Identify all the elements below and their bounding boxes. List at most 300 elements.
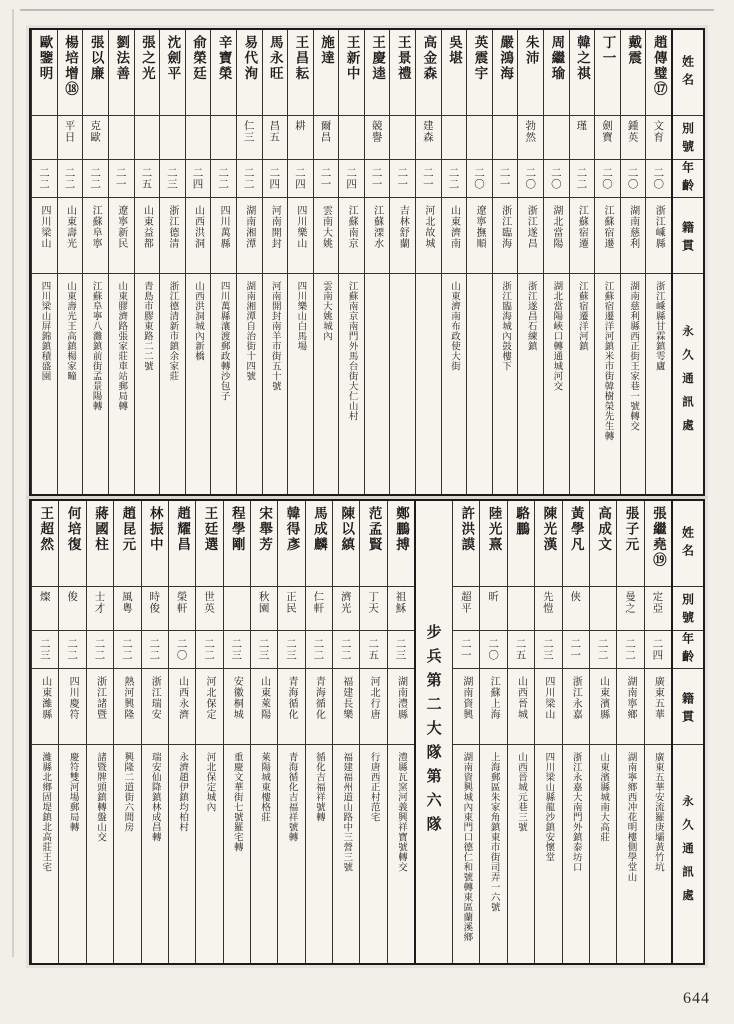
- person-age: [114, 631, 140, 669]
- person-age: [645, 631, 671, 669]
- person-name: [544, 30, 569, 116]
- person-name: [570, 30, 595, 116]
- person-name-text: 黃學凡: [567, 506, 584, 553]
- person-alias-text: 丁天: [367, 591, 380, 614]
- person-addr: [508, 745, 534, 963]
- person-age: [109, 160, 134, 198]
- person-age-text: 二二: [339, 638, 352, 661]
- person-age-text: 二三: [38, 638, 51, 661]
- person-name: [535, 501, 561, 587]
- person-addr-text: 浙江嵊縣甘霖鎮雩廬: [653, 281, 665, 371]
- person-addr: [645, 745, 671, 963]
- person-origin: [32, 198, 57, 274]
- person-origin-text: 安徽桐城: [231, 676, 243, 720]
- person-column: [277, 501, 304, 963]
- person-origin-text: 雲南大姚: [320, 205, 332, 249]
- person-name-text: 歐鑒明: [36, 35, 53, 82]
- person-addr: [453, 745, 479, 963]
- person-name-text: 高成文: [595, 506, 612, 553]
- person-column: [159, 30, 185, 494]
- person-origin-text: 湖北當陽: [550, 205, 562, 249]
- person-column: [108, 30, 134, 494]
- person-origin: [109, 198, 134, 274]
- person-age-text: 二〇: [626, 167, 639, 190]
- person-alias-text: 仁軒: [312, 591, 325, 614]
- person-addr-text: 河南開封南羊市街五十號: [269, 281, 281, 391]
- person-origin-text: 江蘇溧水: [371, 205, 383, 249]
- person-addr: [87, 745, 113, 963]
- person-column: [569, 30, 595, 494]
- person-origin: [570, 198, 595, 274]
- header-label-alias: 別號: [680, 121, 695, 158]
- person-column: [492, 30, 518, 494]
- person-column: [441, 30, 467, 494]
- person-alias: [570, 116, 595, 160]
- person-origin: [160, 198, 185, 274]
- person-age-text: 二二: [37, 167, 50, 190]
- person-addr: [467, 274, 492, 494]
- person-name-text: 趙傳璧⑰: [650, 35, 667, 97]
- person-column: [313, 30, 339, 494]
- person-alias-text: 祖穌: [394, 591, 407, 614]
- person-age: [251, 631, 277, 669]
- person-origin-text: 熱河興隆: [121, 676, 133, 720]
- person-addr: [518, 274, 543, 494]
- person-origin-text: 山東濟南: [448, 205, 460, 249]
- person-addr: [278, 745, 304, 963]
- header-cell-origin: [673, 669, 703, 745]
- person-alias: [493, 116, 518, 160]
- person-name: [169, 501, 195, 587]
- person-name-text: 何培復: [64, 506, 81, 553]
- person-age: [59, 631, 85, 669]
- person-column: [210, 30, 236, 494]
- person-origin-text: 四川樂山: [294, 205, 306, 249]
- scan-artifact-left-line: [12, 9, 14, 957]
- person-alias-text: 士才: [93, 591, 106, 614]
- person-addr-text: 湖南資興城內東門口德仁和號轉東區蘭溪鄉: [461, 752, 473, 942]
- person-age: [83, 160, 108, 198]
- person-age-text: 二五: [514, 638, 527, 661]
- person-alias: [58, 116, 83, 160]
- person-name: [388, 501, 414, 587]
- person-origin: [186, 198, 211, 274]
- person-alias: [32, 587, 58, 631]
- person-origin-text: 遼寧新民: [115, 205, 127, 249]
- person-name: [135, 30, 160, 116]
- person-alias-text: 鍾英: [626, 120, 639, 143]
- person-column: [58, 501, 85, 963]
- person-alias: [617, 587, 643, 631]
- person-origin: [251, 669, 277, 745]
- person-age: [493, 160, 518, 198]
- person-age-text: 二三: [541, 638, 554, 661]
- person-age: [621, 160, 646, 198]
- person-alias: [645, 587, 671, 631]
- person-origin: [518, 198, 543, 274]
- person-addr: [646, 274, 671, 494]
- person-alias: [224, 587, 250, 631]
- person-addr-text: 瑞安仙降鎮林成昌轉: [149, 752, 161, 842]
- person-origin: [365, 198, 390, 274]
- person-alias: [442, 116, 467, 160]
- person-addr-text: 湖南湘潭自治街十四號: [244, 281, 256, 381]
- person-origin-text: 山西永濟: [176, 676, 188, 720]
- person-name-text: 馬成麟: [310, 506, 327, 553]
- person-alias: [211, 116, 236, 160]
- person-column: [594, 30, 620, 494]
- person-age-text: 二五: [367, 638, 380, 661]
- person-origin-text: 山西洪洞: [192, 205, 204, 249]
- person-name: [263, 30, 288, 116]
- person-addr: [237, 274, 262, 494]
- person-alias: [237, 116, 262, 160]
- person-name-text: 馬永旺: [266, 35, 283, 82]
- page-number: 644: [683, 990, 710, 1007]
- person-age: [278, 631, 304, 669]
- person-column: [223, 501, 250, 963]
- person-name: [493, 30, 518, 116]
- person-alias: [160, 116, 185, 160]
- person-alias: [390, 116, 415, 160]
- person-origin: [535, 669, 561, 745]
- person-alias-text: 時俊: [148, 591, 161, 614]
- person-origin: [169, 669, 195, 745]
- person-name-text: 英震宇: [471, 35, 488, 82]
- person-age: [263, 160, 288, 198]
- person-addr: [306, 745, 332, 963]
- person-origin: [617, 669, 643, 745]
- person-alias-text: 昕: [487, 591, 500, 603]
- person-alias: [416, 116, 441, 160]
- person-column: [305, 501, 332, 963]
- person-origin: [621, 198, 646, 274]
- person-column: [262, 30, 288, 494]
- person-addr: [333, 745, 359, 963]
- person-origin-text: 吉林舒蘭: [397, 205, 409, 249]
- person-origin: [388, 669, 414, 745]
- person-addr: [263, 274, 288, 494]
- unit-divider-column: [414, 501, 452, 963]
- header-cell-origin: [673, 198, 703, 274]
- person-alias: [563, 587, 589, 631]
- person-name-text: 丁一: [599, 35, 616, 66]
- person-name: [196, 501, 222, 587]
- person-age-text: 二三: [285, 638, 298, 661]
- person-age: [142, 631, 168, 669]
- person-age: [416, 160, 441, 198]
- person-origin: [224, 669, 250, 745]
- person-addr-text: 江蘇宿遷洋河鎮米市街韓樹榮先生轉: [602, 281, 614, 441]
- person-name-text: 高金森: [420, 35, 437, 82]
- person-addr-text: 江蘇宿遷洋河鎮: [576, 281, 588, 351]
- person-alias: [339, 116, 364, 160]
- person-addr: [563, 745, 589, 963]
- person-addr: [109, 274, 134, 494]
- person-origin: [142, 669, 168, 745]
- person-alias: [518, 116, 543, 160]
- person-addr: [390, 274, 415, 494]
- person-addr-text: 四川梁山屏錦鎮積盛園: [39, 281, 51, 381]
- person-origin-text: 河南開封: [269, 205, 281, 249]
- person-name-text: 林振中: [146, 506, 163, 553]
- person-column: [389, 30, 415, 494]
- person-origin: [493, 198, 518, 274]
- person-alias-text: 俊: [66, 591, 79, 603]
- header-cell-alias: [673, 116, 703, 160]
- person-column: [31, 30, 57, 494]
- person-age: [570, 160, 595, 198]
- person-name: [87, 501, 113, 587]
- person-age: [87, 631, 113, 669]
- roster-table-top: [29, 28, 705, 496]
- person-name: [278, 501, 304, 587]
- person-alias-text: 爾昌: [319, 120, 332, 143]
- person-name-text: 張子元: [622, 506, 639, 553]
- person-origin-text: 湖南資興: [460, 676, 472, 720]
- person-alias-text: 世英: [202, 591, 215, 614]
- person-alias-text: 文育: [652, 120, 665, 143]
- person-name: [365, 30, 390, 116]
- person-name-text: 范孟賢: [365, 506, 382, 553]
- person-age-text: 二三: [230, 638, 243, 661]
- person-age-text: 二二: [63, 167, 76, 190]
- person-age: [390, 160, 415, 198]
- person-alias: [535, 587, 561, 631]
- person-age-text: 二四: [345, 167, 358, 190]
- person-addr: [186, 274, 211, 494]
- person-age-text: 二〇: [652, 167, 665, 190]
- person-origin: [314, 198, 339, 274]
- person-alias: [314, 116, 339, 160]
- person-name: [360, 501, 386, 587]
- person-addr: [59, 745, 85, 963]
- person-addr-text: 湖北當陽峽口轉通城河交: [551, 281, 563, 391]
- person-age: [535, 631, 561, 669]
- person-addr-text: 四川萬縣瀼渡郵政轉沙包子: [218, 281, 230, 401]
- person-addr-text: 福建福州道山路中三營三號: [341, 752, 353, 872]
- person-age: [186, 160, 211, 198]
- person-origin-text: 山東壽光: [64, 205, 76, 249]
- person-name-text: 陸光熹: [485, 506, 502, 553]
- person-name-text: 鄭鵬搏: [392, 506, 409, 553]
- person-addr: [32, 745, 58, 963]
- person-column: [589, 501, 616, 963]
- person-alias-text: 曼之: [623, 591, 636, 614]
- person-name: [467, 30, 492, 116]
- person-alias: [467, 116, 492, 160]
- person-addr: [224, 745, 250, 963]
- person-origin: [590, 669, 616, 745]
- person-age-text: 二二: [596, 638, 609, 661]
- person-alias-text: 秋園: [257, 591, 270, 614]
- header-label-alias: 別號: [680, 592, 695, 629]
- person-addr-text: 四川梁山縣龍沙鎮安懷堂: [543, 752, 555, 862]
- person-addr-text: 廣東五華安流羅庚壩黃竹坑: [652, 752, 664, 872]
- person-name-text: 陳以縝: [338, 506, 355, 553]
- person-origin: [442, 198, 467, 274]
- person-alias: [83, 116, 108, 160]
- person-addr: [544, 274, 569, 494]
- person-alias: [87, 587, 113, 631]
- header-cell-alias: [673, 587, 703, 631]
- person-age-text: 二一: [370, 167, 383, 190]
- person-age-text: 二〇: [473, 167, 486, 190]
- person-alias-text: 超平: [459, 591, 472, 614]
- person-alias-text: 昌五: [268, 120, 281, 143]
- person-alias: [109, 116, 134, 160]
- person-column: [287, 30, 313, 494]
- person-alias-text: 仁三: [242, 120, 255, 143]
- roster-sheet: [29, 28, 705, 965]
- person-name: [114, 501, 140, 587]
- person-addr-text: 循化吉福祥號轉: [313, 752, 325, 822]
- person-alias-text: 耕: [293, 120, 306, 132]
- person-name-text: 韓之祺: [573, 35, 590, 82]
- person-alias: [508, 587, 534, 631]
- person-origin-text: 浙江瑞安: [149, 676, 161, 720]
- person-age: [442, 160, 467, 198]
- person-alias: [196, 587, 222, 631]
- person-addr: [160, 274, 185, 494]
- person-addr: [480, 745, 506, 963]
- person-addr: [360, 745, 386, 963]
- person-column: [168, 501, 195, 963]
- person-age: [365, 160, 390, 198]
- person-column: [479, 501, 506, 963]
- person-alias: [453, 587, 479, 631]
- person-addr: [114, 745, 140, 963]
- person-addr-text: 興隆二道街六間房: [122, 752, 134, 832]
- person-alias-text: 榮軒: [175, 591, 188, 614]
- person-addr-text: 青海循化吉福祥號轉: [286, 752, 298, 842]
- header-label-origin: 籍貫: [680, 692, 695, 728]
- person-age-text: 二〇: [487, 638, 500, 661]
- person-alias: [595, 116, 620, 160]
- person-origin-text: 江蘇宿遷: [576, 205, 588, 249]
- person-age: [224, 631, 250, 669]
- person-column: [236, 30, 262, 494]
- person-age: [453, 631, 479, 669]
- person-age-text: 二四: [651, 638, 664, 661]
- person-alias-text: 建森: [421, 120, 434, 143]
- person-age-text: 二一: [319, 167, 332, 190]
- person-alias-text: 平日: [63, 120, 76, 143]
- person-origin-text: 河北保定: [203, 676, 215, 720]
- person-addr-text: 浙江永嘉大南門外鎮泰坊口: [570, 752, 582, 872]
- person-origin-text: 浙江諸暨: [94, 676, 106, 720]
- person-name: [518, 30, 543, 116]
- person-alias: [306, 587, 332, 631]
- person-addr: [621, 274, 646, 494]
- person-origin-text: 山東濱縣: [597, 676, 609, 720]
- person-age: [32, 631, 58, 669]
- person-origin-text: 浙江德清: [166, 205, 178, 249]
- person-age: [467, 160, 492, 198]
- person-origin: [480, 669, 506, 745]
- person-name-text: 楊培增⑱: [62, 35, 79, 97]
- person-addr-text: 山西洪洞城內新橋: [193, 281, 205, 361]
- person-name-text: 朱沛: [522, 35, 539, 66]
- person-origin: [595, 198, 620, 274]
- person-origin: [32, 669, 58, 745]
- person-origin: [306, 669, 332, 745]
- person-name: [480, 501, 506, 587]
- person-name-text: 施達: [317, 35, 334, 66]
- person-origin-text: 四川梁山: [38, 205, 50, 249]
- person-age: [360, 631, 386, 669]
- person-origin: [563, 669, 589, 745]
- person-addr: [32, 274, 57, 494]
- person-alias-text: 風粵: [120, 591, 133, 614]
- person-origin: [453, 669, 479, 745]
- person-alias: [278, 587, 304, 631]
- person-origin: [645, 669, 671, 745]
- person-age: [388, 631, 414, 669]
- person-age-text: 二三: [394, 638, 407, 661]
- header-cell-name: [673, 30, 703, 116]
- person-column: [452, 501, 479, 963]
- person-name-text: 王廷選: [201, 506, 218, 553]
- person-age: [32, 160, 57, 198]
- person-column: [466, 30, 492, 494]
- person-age: [646, 160, 671, 198]
- person-addr-text: 山東濟南布政使大街: [448, 281, 460, 371]
- person-age-text: 二一: [498, 167, 511, 190]
- person-origin: [59, 669, 85, 745]
- person-name: [32, 501, 58, 587]
- unit-label: 步兵第二大隊第六隊: [424, 624, 443, 840]
- person-addr: [339, 274, 364, 494]
- person-origin: [339, 198, 364, 274]
- person-addr-text: 四川樂山白馬場: [295, 281, 307, 351]
- person-addr: [416, 274, 441, 494]
- person-origin: [83, 198, 108, 274]
- person-column: [57, 30, 83, 494]
- person-alias: [169, 587, 195, 631]
- person-column: [620, 30, 646, 494]
- person-name: [83, 30, 108, 116]
- person-age-text: 二一: [459, 638, 472, 661]
- person-origin-text: 四川梁山: [542, 676, 554, 720]
- person-addr: [169, 745, 195, 963]
- person-age: [160, 160, 185, 198]
- person-age-text: 二一: [396, 167, 409, 190]
- person-column: [195, 501, 222, 963]
- person-origin: [278, 669, 304, 745]
- person-addr-text: 萊陽城東樓格莊: [259, 752, 271, 822]
- person-name: [251, 501, 277, 587]
- header-cell-address: [673, 274, 703, 494]
- person-name: [442, 30, 467, 116]
- person-name-text: 張以廉: [87, 35, 104, 82]
- person-addr-text: 浙江遂昌石練鎮: [525, 281, 537, 351]
- person-origin-text: 山西晉城: [515, 676, 527, 720]
- person-addr: [493, 274, 518, 494]
- person-alias-text: 先愷: [541, 591, 554, 614]
- person-addr-text: 濰縣北鄉固堤鎮北高莊王宅: [40, 752, 52, 872]
- person-origin-text: 山東益都: [141, 205, 153, 249]
- person-addr: [590, 745, 616, 963]
- person-age: [306, 631, 332, 669]
- person-name: [333, 501, 359, 587]
- header-cell-address: [673, 745, 703, 963]
- person-addr: [595, 274, 620, 494]
- person-column: [332, 501, 359, 963]
- person-age: [617, 631, 643, 669]
- person-name: [142, 501, 168, 587]
- person-addr-text: 澧縣瓦窯河義興祥寶號轉交: [395, 752, 407, 872]
